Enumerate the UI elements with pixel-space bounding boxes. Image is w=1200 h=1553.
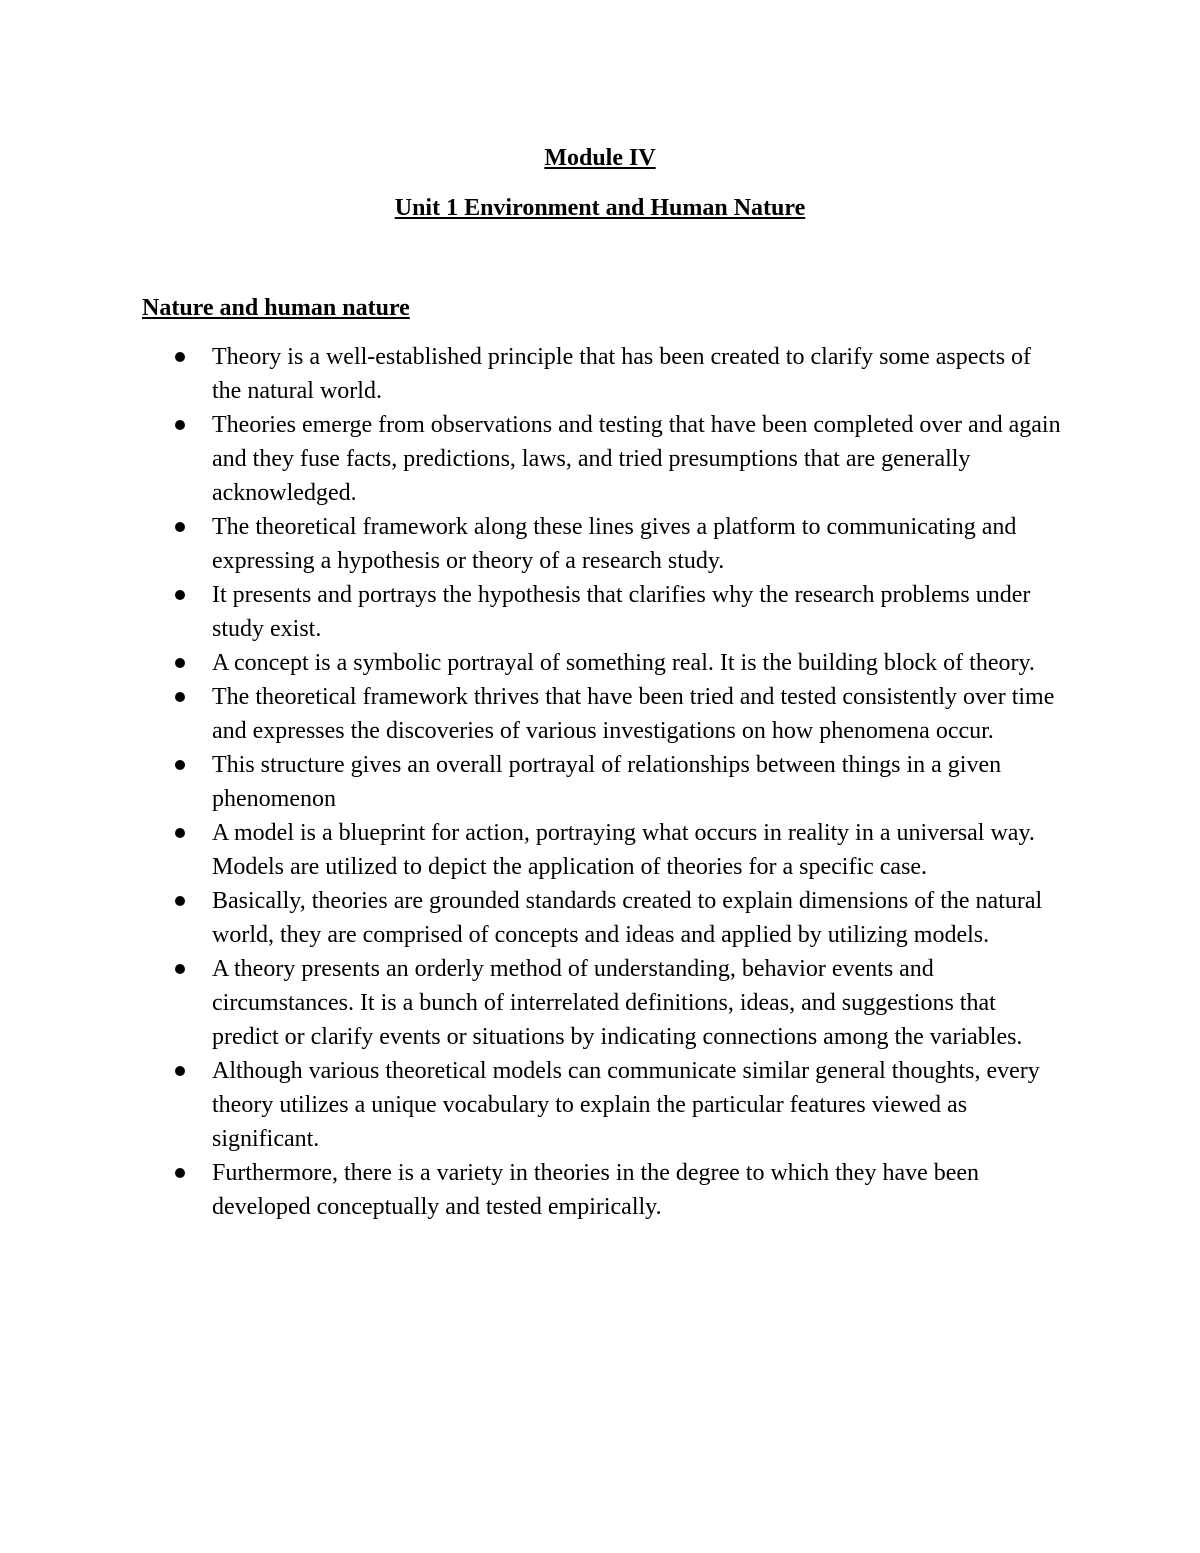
list-item-text: Furthermore, there is a variety in theories in the degree to which they have been developed conceptually and tested empirically.: [212, 1160, 980, 1220]
list-item-text: A concept is a symbolic portrayal of something real. It is the building block of theory.: [212, 650, 1035, 676]
unit-title: Unit 1 Environment and Human Nature: [394, 195, 806, 221]
module-title: Module IV: [544, 145, 656, 171]
list-item-text: Theory is a well-established principle that has been created to clarify some aspects of the natural world.: [212, 344, 1032, 404]
list-item-text: Theories emerge from observations and testing that have been completed over and again and they fuse facts, predictions, laws, and tried presumptions that are generally acknowledged.: [212, 412, 1061, 506]
bullet-dot-icon: [175, 522, 185, 532]
list-item: [0, 952, 1062, 1054]
list-item-text: This structure gives an overall portrayal of relationships between things in a given phenomenon: [212, 752, 1002, 812]
list-item-text: A model is a blueprint for action, portraying what occurs in reality in a universal way. Models are utilized to depict the application of theories for a specific case.: [212, 820, 1035, 880]
list-item: [0, 816, 1062, 884]
list-item-text: It presents and portrays the hypothesis that clarifies why the research problems under study exist.: [212, 582, 1031, 642]
list-item: [0, 646, 1062, 680]
list-item: [0, 1156, 1062, 1224]
bullet-dot-icon: [175, 828, 185, 838]
bullet-dot-icon: [175, 964, 185, 974]
list-item: [0, 680, 1062, 748]
list-item: [0, 578, 1062, 646]
list-item: [0, 510, 1062, 578]
bullet-dot-icon: [175, 1066, 185, 1076]
list-item-text: Basically, theories are grounded standards created to explain dimensions of the natural world, they are comprised of concepts and ideas and applied by utilizing models.: [212, 888, 1043, 948]
bullet-dot-icon: [175, 352, 185, 362]
bullet-list: [0, 340, 1200, 1224]
list-item: [0, 340, 1062, 408]
list-item-text: The theoretical framework along these lines gives a platform to communicating and expressing a hypothesis or theory of a research study.: [212, 514, 1017, 574]
bullet-dot-icon: [175, 692, 185, 702]
list-item: [0, 1054, 1062, 1156]
list-item: [0, 748, 1062, 816]
list-item-text: Although various theoretical models can communicate similar general thoughts, every theory utilizes a unique vocabulary to explain the particular features viewed as significant.: [212, 1058, 1040, 1152]
bullet-dot-icon: [175, 896, 185, 906]
bullet-dot-icon: [175, 420, 185, 430]
section-heading: Nature and human nature: [142, 295, 410, 321]
bullet-dot-icon: [175, 590, 185, 600]
list-item: [0, 884, 1062, 952]
list-item: [0, 408, 1062, 510]
bullet-dot-icon: [175, 1168, 185, 1178]
bullet-dot-icon: [175, 658, 185, 668]
list-item-text: A theory presents an orderly method of understanding, behavior events and circumstances. It is a bunch of interrelated definitions, ideas, and suggestions that predict or clarify events or situations by indicating connections among the variables.: [212, 956, 1023, 1050]
bullet-dot-icon: [175, 760, 185, 770]
list-item-text: The theoretical framework thrives that have been tried and tested consistently over time and expresses the discoveries of various investigations on how phenomena occur.: [212, 684, 1055, 744]
